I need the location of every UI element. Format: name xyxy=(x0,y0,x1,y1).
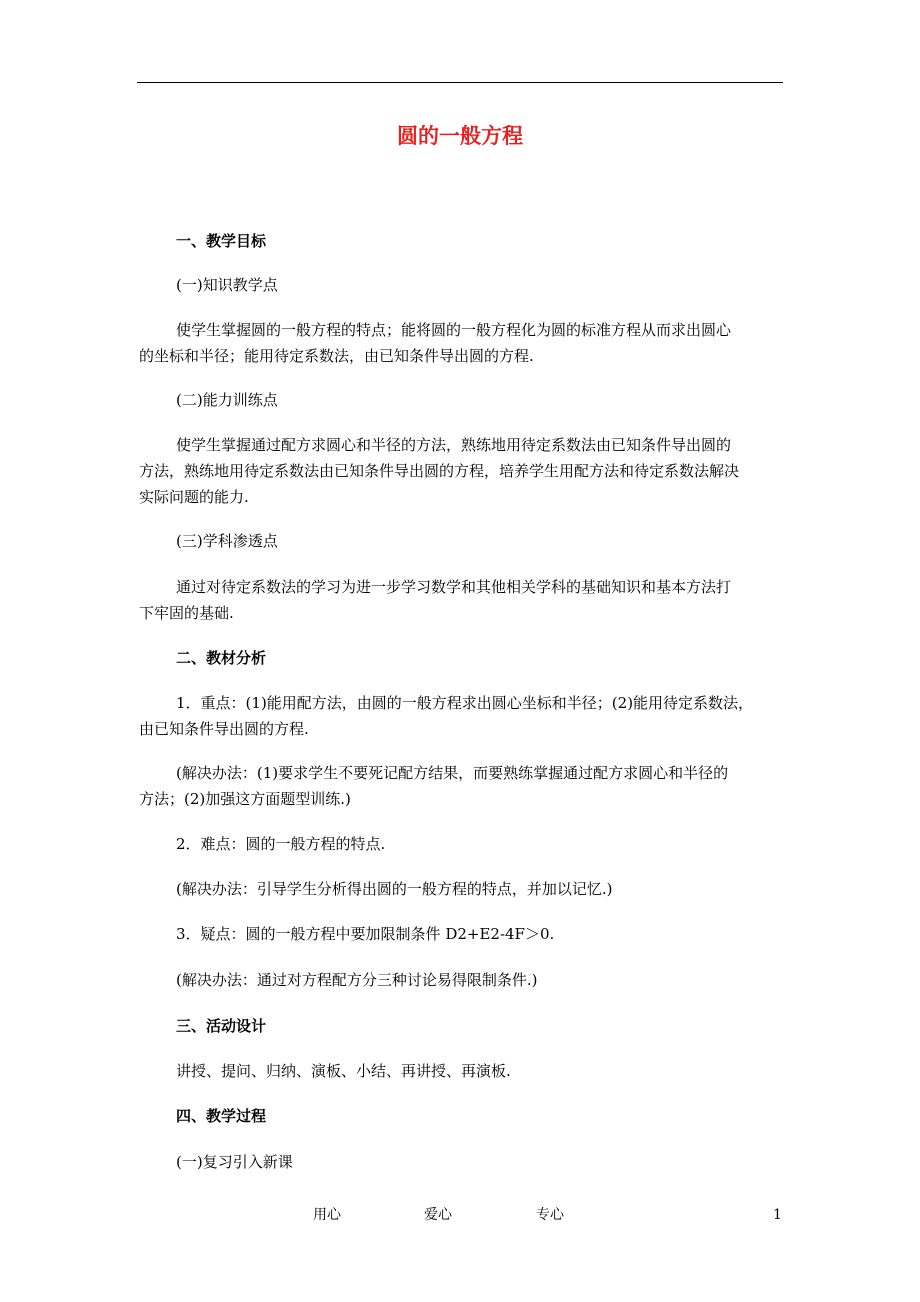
section-heading-1: 一、教学目标 xyxy=(176,232,267,250)
paragraph-line: 通过对待定系数法的学习为进一步学习数学和其他相关学科的基础知识和基本方法打 xyxy=(176,578,732,596)
paragraph-line: 使学生掌握圆的一般方程的特点；能将圆的一般方程化为圆的标准方程从而求出圆心 xyxy=(176,321,732,339)
subheading-discipline: (三)学科渗透点 xyxy=(176,532,278,550)
paragraph-line: 2．难点：圆的一般方程的特点. xyxy=(176,835,386,853)
paragraph-line: 实际问题的能力. xyxy=(139,488,249,506)
subheading-ability: (二)能力训练点 xyxy=(176,391,278,409)
header-rule xyxy=(137,82,783,83)
footer-left: 用心 xyxy=(313,1207,341,1223)
paragraph-line: 下牢固的基础. xyxy=(139,604,234,622)
page-number: 1 xyxy=(773,1207,782,1223)
footer-right: 专心 xyxy=(536,1207,564,1223)
paragraph-line: 由已知条件导出圆的方程. xyxy=(139,720,309,738)
paragraph-line: 的坐标和半径；能用待定系数法，由已知条件导出圆的方程. xyxy=(139,347,534,365)
paragraph-line: 方法；(2)加强这方面题型训练.) xyxy=(139,790,351,808)
section-heading-3: 三、活动设计 xyxy=(176,1017,267,1035)
paragraph-line: (解决办法：通过对方程配方分三种讨论易得限制条件.) xyxy=(176,971,538,989)
paragraph-line: 讲授、提问、归纳、演板、小结、再讲授、再演板. xyxy=(176,1062,511,1080)
page-title: 圆的一般方程 xyxy=(397,124,523,148)
paragraph-line: 使学生掌握通过配方求圆心和半径的方法，熟练地用待定系数法由已知条件导出圆的 xyxy=(176,436,732,454)
paragraph-line: 方法，熟练地用待定系数法由已知条件导出圆的方程，培养学生用配方法和待定系数法解决 xyxy=(139,462,740,480)
subheading-review: (一)复习引入新课 xyxy=(176,1153,293,1171)
section-heading-4: 四、教学过程 xyxy=(176,1107,267,1125)
paragraph-line: (解决办法：引导学生分析得出圆的一般方程的特点，并加以记忆.) xyxy=(176,880,613,898)
section-heading-2: 二、教材分析 xyxy=(176,649,267,667)
paragraph-line: 3．疑点：圆的一般方程中要加限制条件 D2+E2-4F＞0. xyxy=(176,925,555,943)
subheading-knowledge: (一)知识教学点 xyxy=(176,276,278,294)
paragraph-line: (解决办法：(1)要求学生不要死记配方结果，而要熟练掌握通过配方求圆心和半径的 xyxy=(176,764,729,782)
paragraph-line: 1．重点：(1)能用配方法，由圆的一般方程求出圆心坐标和半径；(2)能用待定系数法， xyxy=(176,694,754,712)
footer-middle: 爱心 xyxy=(424,1207,452,1223)
